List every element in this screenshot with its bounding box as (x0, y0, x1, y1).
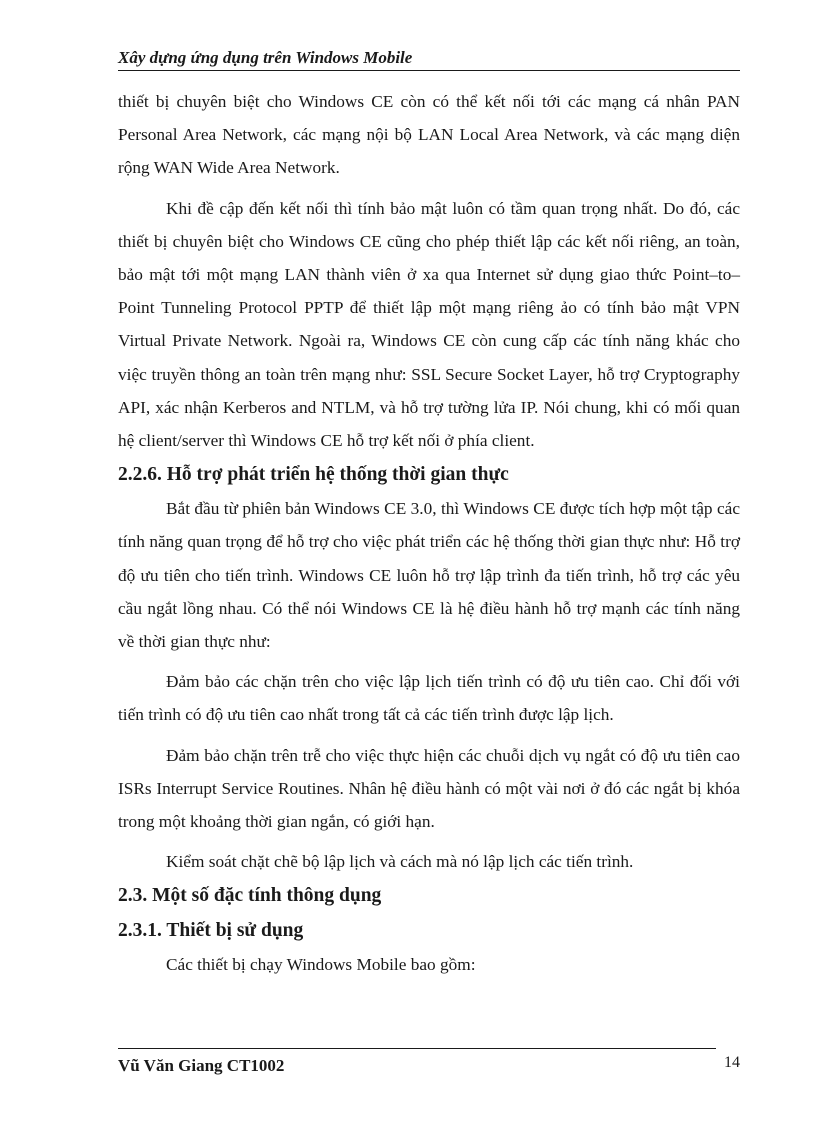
paragraph-security: Khi đề cập đến kết nối thì tính bảo mật luôn có tầm quan trọng nhất. Do đó, các thiết bị chuyên biệt cho Windows CE cũng cho phép thiết lập các kết nối riêng, an toàn, bảo mật tới một mạng LAN thành viên ở xa qua Internet sử dụng giao thức Point–to–Point Tunneling Protocol PPTP để thiết lập một mạng riêng ảo có tính bảo mật VPN Virtual Private Network. Ngoài ra, Windows CE còn cung cấp các tính năng khác cho việc truyền thông an toàn trên mạng như: SSL Secure Socket Layer, hỗ trợ Cryptography API, xác nhận Kerberos and NTLM, và hỗ trợ tường lửa IP. Nói chung, khi có mối quan hệ client/server thì Windows CE hỗ trợ kết nối ở phía client. (118, 198, 740, 451)
section-heading-2-2-6: 2.2.6. Hỗ trợ phát triển hệ thống thời gian thực (118, 464, 509, 486)
paragraph-devices-intro: Các thiết bị chạy Windows Mobile bao gồm: (166, 955, 476, 975)
running-header: Xây dựng ứng dụng trên Windows Mobile (118, 46, 740, 71)
section-heading-2-3-1: 2.3.1. Thiết bị sử dụng (118, 920, 304, 942)
paragraph-scheduler-control: Kiểm soát chặt chẽ bộ lập lịch và cách mà nó lập lịch các tiến trình. (166, 852, 634, 872)
section-heading-2-3: 2.3. Một số đặc tính thông dụng (118, 885, 382, 907)
paragraph-realtime-intro: Bắt đầu từ phiên bản Windows CE 3.0, thì Windows CE được tích hợp một tập các tính năng quan trọng để hỗ trợ cho việc phát triển các hệ thống thời gian thực như: Hỗ trợ độ ưu tiên cho tiến trình. Windows CE luôn hỗ trợ lập trình đa tiến trình, hỗ trợ các yêu cầu ngắt lồng nhau. Có thể nói Windows CE là hệ điều hành hỗ trợ mạnh các tính năng về thời gian thực như: (118, 499, 740, 652)
paragraph-network-types: thiết bị chuyên biệt cho Windows CE còn có thể kết nối tới các mạng cá nhân PAN Personal Area Network, các mạng nội bộ LAN Local Area Network, và các mạng diện rộng WAN Wide Area Network. (118, 92, 740, 178)
page-content (118, 85, 740, 982)
footer-divider (118, 1048, 716, 1049)
footer-author: Vũ Văn Giang CT1002 (118, 1056, 285, 1075)
paragraph-interrupt-latency: Đảm bảo chặn trên trễ cho việc thực hiện các chuỗi dịch vụ ngắt có độ ưu tiên cao ISRs Interrupt Service Routines. Nhân hệ điều hành có một vài nơi ở đó các ngắt bị khóa trong một khoảng thời gian ngắn, có giới hạn. (118, 745, 740, 832)
paragraph-scheduling-bound: Đảm bảo các chặn trên cho việc lập lịch tiến trình có độ ưu tiên cao. Chỉ đối với tiến trình có độ ưu tiên cao nhất trong tất cả các tiến trình được lập lịch. (118, 672, 740, 725)
page-number: 14 (724, 1054, 740, 1071)
